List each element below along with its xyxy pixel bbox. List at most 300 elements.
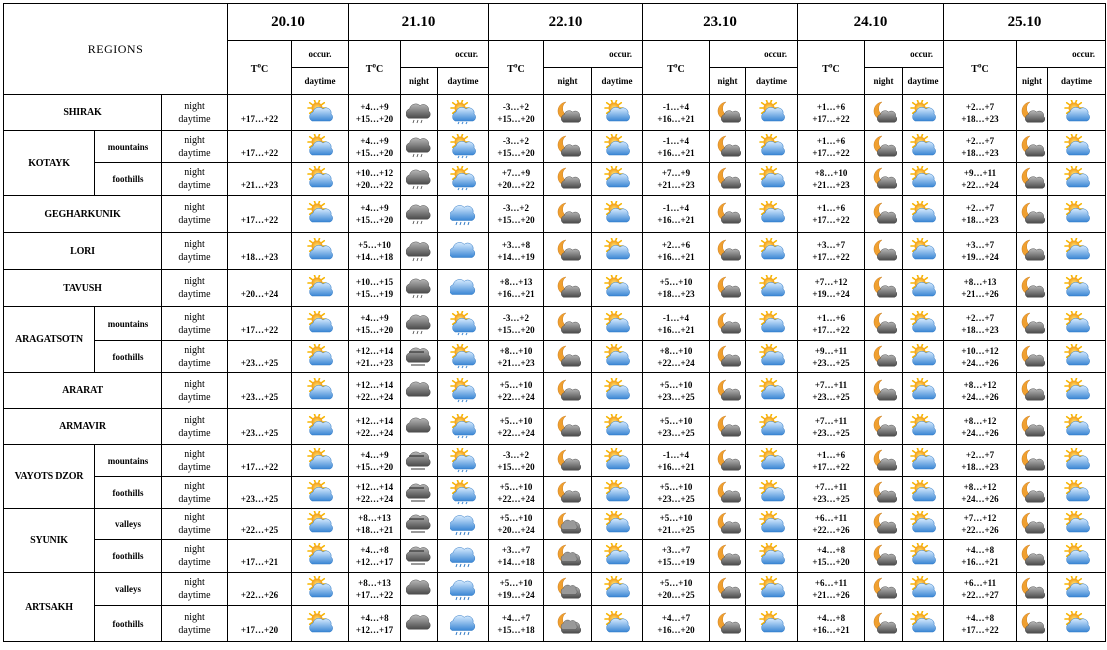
daytime-icon-cell — [1048, 270, 1106, 307]
daytime-icon-cell — [1048, 477, 1106, 509]
daytime-row-label: daytime — [178, 624, 211, 636]
daytime-icon-cell — [438, 477, 489, 509]
daytime-column-header — [438, 68, 489, 95]
temperature-cell — [489, 307, 544, 341]
night-icon-cell — [865, 131, 903, 163]
temperature-header: $T^oC$ — [365, 61, 384, 75]
daytime-icon-cell — [903, 445, 944, 477]
daytime-temperature: +23…+25 — [812, 427, 850, 438]
region-label: GEGHARKUNIK — [44, 208, 121, 220]
daytime-icon-cell — [1048, 573, 1106, 606]
night-icon-cell — [544, 233, 592, 270]
night-icon-cell — [544, 196, 592, 233]
night-temperature: +7…+9 — [501, 168, 531, 178]
sun-cloud-icon — [746, 511, 797, 537]
sun-cloud-rain-icon — [438, 480, 488, 506]
subregion-label: foothills — [112, 351, 144, 362]
daytime-temperature: +20…+25 — [657, 590, 695, 600]
moon-cloud-icon — [865, 275, 902, 301]
temperature-cell — [228, 131, 292, 163]
temperature-cell — [643, 131, 710, 163]
daytime-icon-cell — [592, 270, 643, 307]
temperature-cell — [349, 95, 401, 131]
subregion-label: valleys — [115, 584, 141, 594]
sun-cloud-icon — [1048, 576, 1105, 602]
daytime-row-label: daytime — [178, 215, 211, 226]
moon-cloud-dark-icon — [544, 511, 591, 537]
night-icon-cell — [1017, 233, 1048, 270]
night-temperature: +3…+7 — [965, 240, 995, 250]
daytime-label: daytime — [304, 76, 336, 86]
sun-cloud-icon — [592, 378, 642, 404]
sun-cloud-icon — [292, 543, 348, 569]
daytime-temperature: +17…+22 — [812, 252, 850, 262]
night-temperature: -3…+2 — [502, 203, 530, 213]
temperature-cell — [944, 409, 1017, 445]
moon-cloud-icon — [865, 480, 902, 506]
temperature-cell — [798, 270, 865, 307]
night-column-header — [710, 68, 746, 95]
sun-cloud-icon — [292, 611, 348, 637]
sun-cloud-icon — [746, 378, 797, 404]
night-icon-cell — [544, 307, 592, 341]
daytime-icon-cell — [903, 307, 944, 341]
night-temperature: +3…+7 — [816, 240, 846, 250]
daytime-temperature: +15…+20 — [497, 461, 535, 472]
temperature-cell — [228, 445, 292, 477]
night-temperature: +2…+6 — [661, 240, 691, 250]
daytime-temperature: +20…+22 — [355, 180, 394, 190]
temperature-cell — [349, 573, 401, 606]
cloud-fog-icon — [401, 448, 437, 474]
subregion-label: foothills — [112, 487, 144, 498]
sun-cloud-icon — [903, 448, 943, 474]
night-icon-cell — [1017, 95, 1048, 131]
daytime-temperature: +16…+21 — [497, 289, 535, 299]
night-icon-cell — [401, 233, 438, 270]
daytime-icon-cell — [592, 445, 643, 477]
night-icon-cell — [1017, 409, 1048, 445]
night-temperature: +5…+10 — [499, 379, 533, 390]
daytime-temperature: +23…+25 — [240, 357, 279, 368]
forecast-table — [3, 3, 1106, 642]
daytime-temperature: +17…+22 — [240, 113, 279, 124]
night-temperature: +6…+11 — [963, 578, 997, 588]
moon-cloud-icon — [865, 576, 902, 602]
cloud-dark-icon — [401, 611, 437, 637]
night-icon-cell — [710, 341, 746, 373]
daytime-icon-cell — [903, 477, 944, 509]
sun-cloud-icon — [903, 275, 943, 301]
temperature-cell — [228, 233, 292, 270]
daytime-label: daytime — [907, 76, 939, 86]
night-temperature: +8…+10 — [814, 168, 848, 178]
daytime-icon-cell — [592, 196, 643, 233]
night-temperature: +4…+8 — [965, 545, 995, 555]
night-temperature: +12…+14 — [355, 379, 394, 390]
night-row-label: night — [184, 378, 205, 390]
daytime-temperature: +18…+23 — [961, 215, 999, 225]
daytime-icon-cell — [746, 477, 798, 509]
daytime-icon-cell — [746, 163, 798, 196]
night-icon-cell — [401, 606, 438, 642]
night-label: night — [1021, 76, 1042, 86]
daytime-icon-cell — [592, 131, 643, 163]
region-label: KOTAYK — [28, 157, 70, 169]
daytime-temperature: +15…+20 — [355, 147, 394, 158]
daytime-temperature: +23…+25 — [812, 493, 850, 504]
moon-cloud-icon — [1017, 166, 1047, 192]
daytime-temperature: +16…+21 — [812, 624, 850, 635]
daytime-row-label: daytime — [178, 525, 211, 536]
moon-cloud-icon — [544, 448, 591, 474]
region-label: ARAGATSOTN — [15, 334, 83, 345]
subregion-name — [95, 163, 162, 196]
sun-cloud-icon — [592, 611, 642, 637]
temperature-cell — [489, 509, 544, 540]
sun-cloud-icon — [592, 576, 642, 602]
temperature-cell — [643, 509, 710, 540]
night-icon-cell — [544, 270, 592, 307]
daytime-temperature: +17…+22 — [812, 147, 850, 158]
temperature-cell — [798, 307, 865, 341]
daytime-icon-cell — [746, 131, 798, 163]
daytime-temperature: +20…+22 — [497, 180, 535, 190]
night-temperature: +4…+9 — [360, 449, 389, 460]
daytime-icon-cell — [746, 606, 798, 642]
subregion-name — [95, 509, 162, 540]
sun-cloud-icon — [292, 414, 348, 440]
region-name — [4, 573, 95, 642]
daytime-temperature: +17…+22 — [812, 324, 850, 335]
daytime-temperature: +21…+23 — [812, 180, 850, 190]
night-icon-cell — [1017, 270, 1048, 307]
night-icon-cell — [401, 196, 438, 233]
daytime-temperature: +15…+18 — [497, 624, 535, 635]
period-labels — [162, 606, 228, 642]
night-temperature: +1…+6 — [816, 135, 846, 146]
daytime-icon-cell — [438, 540, 489, 573]
moon-cloud-icon — [865, 134, 902, 160]
daytime-temperature: +15…+20 — [497, 324, 535, 335]
subregion-label: mountains — [107, 318, 149, 329]
temperature-column-header — [228, 41, 292, 95]
moon-cloud-icon — [544, 100, 591, 126]
night-temperature: +6…+11 — [814, 578, 848, 588]
forecast-row — [4, 509, 1106, 540]
cloud-fog-icon — [401, 511, 437, 537]
cloud-rain-icon — [401, 201, 437, 227]
daytime-temperature: +16…+21 — [657, 252, 695, 262]
daytime-row-label: daytime — [178, 557, 211, 568]
night-temperature: +1…+6 — [816, 312, 846, 323]
daytime-temperature: +22…+25 — [240, 525, 279, 535]
moon-cloud-icon — [865, 543, 902, 569]
night-temperature: +2…+7 — [965, 101, 995, 112]
moon-cloud-icon — [1017, 134, 1047, 160]
sun-cloud-icon — [292, 275, 348, 301]
daytime-icon-cell — [592, 540, 643, 573]
night-icon-cell — [865, 95, 903, 131]
daytime-icon-cell — [746, 445, 798, 477]
daytime-icon-cell — [903, 95, 944, 131]
occurrence-header — [865, 41, 944, 68]
night-temperature: +4…+9 — [360, 135, 389, 146]
night-temperature: +10…+15 — [355, 277, 394, 287]
daytime-icon-cell — [592, 307, 643, 341]
night-temperature: +8…+12 — [963, 379, 997, 390]
daytime-icon-cell — [1048, 373, 1106, 409]
night-icon-cell — [865, 509, 903, 540]
night-icon-cell — [401, 409, 438, 445]
temperature-cell — [798, 373, 865, 409]
daytime-label: daytime — [601, 76, 633, 86]
period-labels — [162, 540, 228, 573]
night-temperature: +1…+6 — [816, 449, 846, 460]
temperature-cell — [643, 307, 710, 341]
daytime-temperature: +23…+25 — [240, 427, 279, 438]
moon-cloud-icon — [544, 166, 591, 192]
temperature-column-header — [944, 41, 1017, 95]
night-icon-cell — [865, 233, 903, 270]
daytime-temperature: +19…+24 — [812, 289, 850, 299]
night-icon-cell — [865, 477, 903, 509]
night-icon-cell — [865, 606, 903, 642]
temperature-cell — [944, 307, 1017, 341]
night-icon-cell — [865, 196, 903, 233]
moon-cloud-dark-icon — [544, 611, 591, 637]
sun-cloud-icon — [746, 344, 797, 370]
daytime-icon-cell — [903, 163, 944, 196]
night-temperature: +8…+13 — [963, 277, 997, 287]
night-row-label: night — [184, 344, 205, 356]
night-temperature: +5…+10 — [499, 513, 533, 523]
temperature-cell — [349, 341, 401, 373]
daytime-icon-cell — [1048, 409, 1106, 445]
sun-cloud-icon — [592, 238, 642, 264]
night-icon-cell — [401, 573, 438, 606]
night-temperature: +2…+7 — [965, 135, 995, 146]
temperature-column-header — [643, 41, 710, 95]
night-temperature: +12…+14 — [355, 415, 394, 426]
moon-cloud-icon — [1017, 344, 1047, 370]
temperature-cell — [489, 163, 544, 196]
occurrence-label: occur. — [910, 49, 933, 59]
sun-cloud-icon — [746, 166, 797, 192]
daytime-temperature: +15…+20 — [497, 215, 535, 225]
temperature-cell — [944, 270, 1017, 307]
forecast-row — [4, 196, 1106, 233]
night-row-label: night — [184, 100, 205, 112]
occurrence-header — [401, 41, 489, 68]
temperature-header: $T^oC$ — [971, 61, 989, 75]
temperature-cell — [489, 196, 544, 233]
sun-cloud-icon — [746, 414, 797, 440]
daytime-icon-cell — [746, 307, 798, 341]
night-temperature: +4…+9 — [360, 203, 389, 213]
sun-cloud-icon — [292, 344, 348, 370]
date-label: 21.10 — [401, 13, 436, 30]
night-temperature: +7…+11 — [814, 481, 848, 492]
temperature-cell — [349, 477, 401, 509]
blue-cloud-rain-icon — [438, 201, 488, 227]
period-labels — [162, 409, 228, 445]
night-column-header — [1017, 68, 1048, 95]
temperature-cell — [643, 163, 710, 196]
moon-cloud-icon — [865, 344, 902, 370]
weather-icon-cell — [292, 233, 349, 270]
daytime-temperature: +17…+20 — [240, 624, 279, 635]
night-temperature: +4…+8 — [360, 545, 389, 555]
sun-cloud-icon — [592, 511, 642, 537]
daytime-temperature: +18…+23 — [961, 113, 999, 124]
region-label: ARMAVIR — [59, 421, 106, 432]
moon-cloud-icon — [544, 344, 591, 370]
sun-cloud-icon — [903, 576, 943, 602]
night-temperature: +8…+10 — [499, 345, 533, 356]
sun-cloud-icon — [292, 378, 348, 404]
daytime-row-label: daytime — [178, 461, 211, 473]
daytime-icon-cell — [746, 509, 798, 540]
night-icon-cell — [710, 540, 746, 573]
daytime-temperature: +17…+22 — [812, 113, 850, 124]
daytime-temperature: +22…+24 — [961, 180, 999, 190]
night-icon-cell — [865, 373, 903, 409]
sun-cloud-rain-icon — [438, 344, 488, 370]
temperature-cell — [489, 131, 544, 163]
sun-cloud-icon — [292, 134, 348, 160]
temperature-cell — [349, 131, 401, 163]
daytime-temperature: +17…+22 — [240, 461, 279, 472]
temperature-cell — [643, 373, 710, 409]
daytime-icon-cell — [438, 409, 489, 445]
sun-cloud-icon — [1048, 100, 1105, 126]
night-temperature: +5…+10 — [659, 481, 693, 492]
daytime-temperature: +17…+22 — [240, 324, 279, 335]
daytime-icon-cell — [1048, 196, 1106, 233]
blue-cloud-icon — [438, 275, 488, 301]
sun-cloud-icon — [1048, 344, 1105, 370]
daytime-temperature: +14…+18 — [355, 252, 394, 262]
occurrence-header — [292, 41, 349, 68]
daytime-temperature: +18…+23 — [657, 289, 695, 299]
daytime-temperature: +21…+26 — [961, 289, 999, 299]
temperature-column-header — [349, 41, 401, 95]
night-label: night — [873, 76, 894, 86]
sun-cloud-icon — [292, 448, 348, 474]
night-column-header — [544, 68, 592, 95]
blue-cloud-rain-icon — [438, 511, 488, 537]
temperature-cell — [489, 445, 544, 477]
temperature-cell — [944, 196, 1017, 233]
daytime-temperature: +21…+23 — [355, 357, 394, 368]
forecast-row — [4, 307, 1106, 341]
temperature-cell — [798, 233, 865, 270]
temperature-cell — [798, 196, 865, 233]
night-temperature: +9…+11 — [963, 168, 997, 178]
blue-cloud-icon — [438, 238, 488, 264]
sun-cloud-icon — [746, 480, 797, 506]
weather-icon-cell — [292, 373, 349, 409]
cloud-rain-icon — [401, 134, 437, 160]
sun-cloud-icon — [592, 166, 642, 192]
daytime-icon-cell — [746, 540, 798, 573]
forecast-row — [4, 131, 1106, 163]
night-icon-cell — [710, 477, 746, 509]
night-icon-cell — [544, 95, 592, 131]
sun-cloud-icon — [292, 576, 348, 602]
moon-cloud-icon — [710, 238, 745, 264]
daytime-temperature: +22…+24 — [355, 493, 394, 504]
night-icon-cell — [1017, 445, 1048, 477]
sun-cloud-rain-icon — [438, 311, 488, 337]
temperature-cell — [228, 307, 292, 341]
daytime-icon-cell — [592, 509, 643, 540]
daytime-icon-cell — [746, 196, 798, 233]
night-row-label: night — [184, 480, 205, 492]
sun-cloud-rain-icon — [438, 134, 488, 160]
temperature-cell — [643, 540, 710, 573]
daytime-temperature: +16…+21 — [657, 215, 695, 225]
occurrence-label: occur. — [308, 49, 332, 59]
daytime-row-label: daytime — [178, 180, 211, 191]
subregion-name — [95, 341, 162, 373]
daytime-row-label: daytime — [178, 113, 211, 125]
night-temperature: +4…+8 — [816, 545, 846, 555]
temperature-cell — [228, 341, 292, 373]
night-icon-cell — [1017, 196, 1048, 233]
sun-cloud-icon — [1048, 311, 1105, 337]
night-temperature: +7…+9 — [661, 168, 691, 178]
temperature-cell — [944, 445, 1017, 477]
daytime-icon-cell — [903, 270, 944, 307]
temperature-cell — [643, 196, 710, 233]
night-icon-cell — [401, 540, 438, 573]
moon-cloud-icon — [710, 480, 745, 506]
temperature-header: $T^oC$ — [667, 61, 685, 75]
night-temperature: +8…+13 — [358, 513, 391, 523]
date-label: 25.10 — [1007, 13, 1042, 30]
moon-cloud-icon — [865, 378, 902, 404]
daytime-icon-cell — [903, 233, 944, 270]
night-temperature: +7…+11 — [814, 379, 848, 390]
region-label: LORI — [70, 245, 95, 257]
moon-cloud-icon — [1017, 448, 1047, 474]
night-temperature: +5…+10 — [659, 277, 693, 287]
cloud-dark-icon — [401, 378, 437, 404]
night-row-label: night — [184, 311, 205, 323]
region-name — [4, 196, 162, 233]
temperature-cell — [349, 163, 401, 196]
sun-cloud-icon — [903, 201, 943, 227]
weather-icon-cell — [292, 540, 349, 573]
daytime-temperature: +23…+25 — [657, 427, 695, 438]
moon-cloud-icon — [865, 100, 902, 126]
occurrence-label: occur. — [1072, 49, 1095, 59]
daytime-temperature: +23…+25 — [657, 493, 695, 504]
night-row-label: night — [184, 239, 205, 250]
region-name — [4, 409, 162, 445]
sun-cloud-icon — [903, 480, 943, 506]
subregion-label: valleys — [115, 519, 141, 529]
sun-cloud-icon — [746, 611, 797, 637]
cloud-fog-icon — [401, 543, 437, 569]
daytime-icon-cell — [438, 131, 489, 163]
night-temperature: -3…+2 — [502, 135, 530, 146]
daytime-icon-cell — [592, 341, 643, 373]
daytime-icon-cell — [438, 341, 489, 373]
daytime-label: daytime — [447, 76, 479, 86]
